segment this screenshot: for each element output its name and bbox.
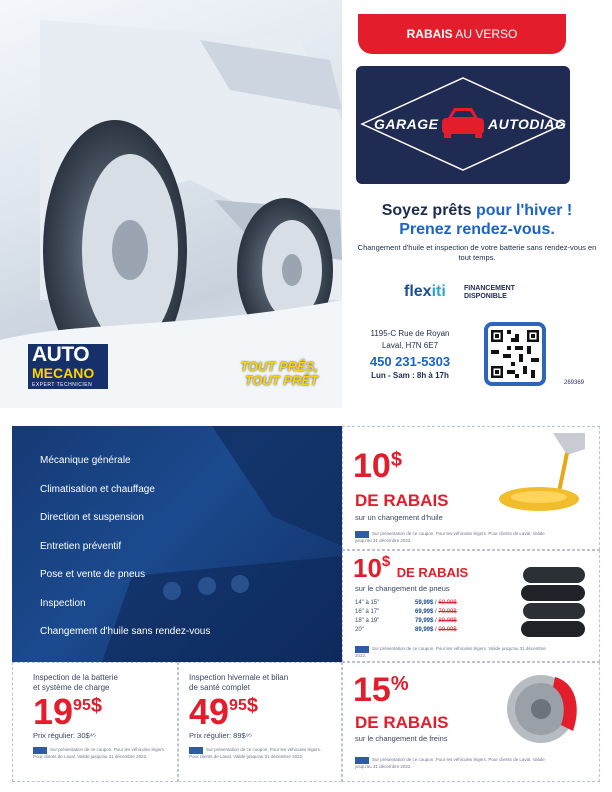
car-icon bbox=[442, 108, 484, 138]
slogan: TOUT PRÊS, TOUT PRÊT bbox=[240, 359, 318, 388]
service-item: Direction et suspension bbox=[40, 512, 144, 523]
logo-icon bbox=[355, 531, 369, 538]
service-item: Entretien préventif bbox=[40, 540, 122, 552]
ad-code: 269369 bbox=[564, 380, 585, 386]
headline-line1: Soyez prêts pour l'hiver ! bbox=[381, 202, 573, 219]
service-item: Mécanique générale bbox=[40, 455, 131, 466]
info-panel bbox=[342, 0, 612, 408]
oil-pour-icon bbox=[493, 433, 585, 517]
battery-price: 1995$ bbox=[33, 691, 102, 732]
opening-hours: Lun - Sam : 8h à 17h bbox=[371, 371, 449, 380]
phone-number[interactable]: 450 231-5303 bbox=[369, 354, 451, 369]
garage-autodiag-logo bbox=[356, 66, 570, 184]
garage-word: GARAGE bbox=[374, 116, 439, 132]
winter-car-photo bbox=[0, 0, 342, 408]
services-panel bbox=[12, 426, 342, 662]
tire-price-table bbox=[355, 599, 457, 635]
battery-inspection-coupon[interactable]: Inspection de la batterie et système de charge 1995$ Prix régulier: 30$⁴⁵ Sur présentation de ce coupon. Pour les véhicules légers. Pour clients de Laval. Valide jusqu'au 31 décembre 2022. bbox=[12, 662, 178, 782]
brake-change-coupon[interactable]: 15% DE RABAIS sur le changement de freins Sur présentation de ce coupon. Pour les véhicules légers. Pour clients de Laval. Valide jusqu'au 31 décembre 2022. bbox=[342, 662, 600, 782]
service-item: Climatisation et chauffage bbox=[40, 483, 155, 495]
flexiti-logo: flexiti bbox=[404, 283, 446, 300]
logo-icon bbox=[189, 747, 203, 754]
headline-line2: Prenez rendez-vous. bbox=[399, 221, 555, 238]
service-item: Changement d'huile sans rendez-vous bbox=[40, 626, 211, 637]
qr-code[interactable] bbox=[484, 322, 546, 386]
tire-change-coupon[interactable]: 10$ DE RABAIS sur le changement de pneus 14" à 15" 59,99$ / 69,99$ 16" à 17" 69,99$ / 79,99$ 18" à 19" 79,99$ / 89,99$ 20" 89,99$ / 99,99$ Sur présentation de ce coupon. Pour les véhicules légers. Valide jusqu'au 31 décembre 2022. bbox=[342, 550, 600, 662]
service-item: Inspection bbox=[40, 597, 86, 609]
financement-label: FINANCEMENT DISPONIBLE bbox=[464, 285, 515, 300]
rabais-tab: RABAIS AU VERSO bbox=[358, 14, 566, 54]
auto-mecano-logo: AUTO MECANO EXPERT TECHNICIEN bbox=[28, 344, 108, 389]
logo-icon bbox=[355, 646, 369, 653]
services-list bbox=[40, 454, 210, 654]
brake-disc-icon bbox=[503, 669, 583, 749]
logo-icon bbox=[355, 757, 369, 764]
winter-inspection-coupon[interactable]: Inspection hivernale et bilan de santé complet 4995$ Prix régulier: 89$⁹⁵ Sur présentation de ce coupon. Pour les véhicules légers. Pour clients de Laval. Valide jusqu'au 31 décembre 2022. bbox=[178, 662, 342, 782]
service-item: Pose et vente de pneus bbox=[40, 569, 146, 580]
qr-code-icon bbox=[491, 329, 539, 379]
price-row: 20" 89,99$ / 99,99$ bbox=[355, 627, 457, 633]
address: 1195-C Rue de Royan Laval, H7N 6E7 bbox=[370, 329, 450, 350]
subtext: Changement d'huile et inspection de votre batterie sans rendez-vous en tout temps. bbox=[357, 243, 597, 262]
price-row: 16" à 17" 69,99$ / 79,99$ bbox=[355, 609, 457, 615]
price-row: 14" à 15" 59,99$ / 69,99$ bbox=[355, 600, 457, 606]
tire-stack-icon bbox=[519, 561, 589, 641]
autodiag-word: AUTODIAG bbox=[488, 116, 567, 132]
price-row: 18" à 19" 79,99$ / 89,99$ bbox=[355, 618, 457, 624]
logo-icon bbox=[33, 747, 47, 754]
winter-price: 4995$ bbox=[189, 691, 258, 732]
oil-change-coupon[interactable]: 10$ DE RABAIS sur un changement d'huile Sur présentation de ce coupon. Pour les véhicules légers. Pour clients de Laval. Valide jusqu'au 31 décembre 2022. bbox=[342, 426, 600, 550]
